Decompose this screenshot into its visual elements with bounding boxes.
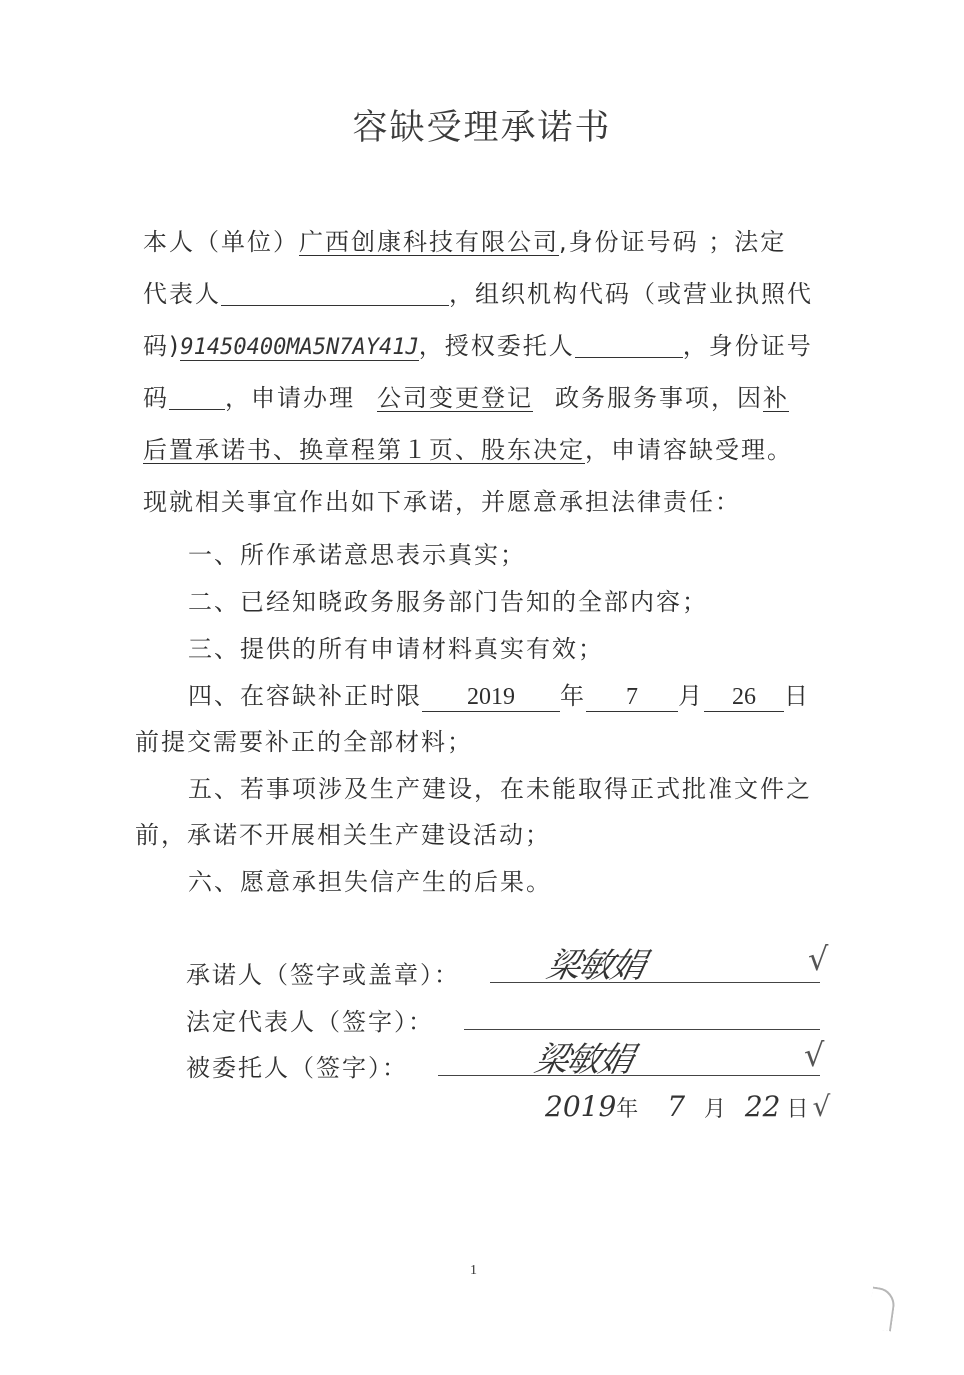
sign-month-label: 月 — [703, 1097, 726, 1122]
reason-suffix: ，申请容缺受理。 — [585, 436, 793, 464]
day-label: 日 — [784, 682, 810, 710]
sign-month: 7 — [667, 1090, 686, 1123]
trustee-signature-label: 被委托人（签字）： — [186, 1054, 408, 1082]
commitment-4 — [188, 676, 810, 712]
commitment-5-line-2: 前，承诺不开展相关生产建设活动； — [135, 821, 551, 849]
reason-text: 后置承诺书、换章程第１页、股东决定 — [143, 436, 585, 464]
sign-day: 22 — [744, 1090, 781, 1123]
trustee-check-icon: √ — [804, 1036, 825, 1074]
intro-prefix: 本人（单位） — [143, 228, 299, 256]
commitment-3: 三、提供的所有申请材料真实有效； — [188, 635, 604, 663]
intro-line-3 — [143, 326, 813, 361]
trustee-blank — [575, 333, 683, 358]
legal-rep-blank — [221, 281, 449, 306]
month-label: 月 — [678, 682, 704, 710]
code-label-2: 码 — [143, 384, 169, 412]
trustee-label: ，授权委托人 — [418, 332, 575, 360]
deadline-month: 7 — [586, 684, 678, 712]
intro-line-4 — [143, 378, 789, 413]
promisor-signature: 梁敏娟 — [543, 946, 648, 986]
promisor-label: 承诺人（签字或盖章）： — [186, 961, 460, 989]
trustee-id-blank — [169, 385, 225, 410]
commitment-1: 一、所作承诺意思表示真实； — [188, 541, 526, 569]
intro-line-2 — [143, 274, 813, 309]
intro-line-1 — [143, 222, 786, 257]
apply-label: ，申请办理 — [225, 384, 355, 412]
handwritten-corner-mark — [867, 1287, 897, 1332]
date-check-icon: √ — [812, 1090, 831, 1123]
intro-line-6: 现就相关事宜作出如下承诺，并愿意承担法律责任： — [143, 488, 741, 516]
promisor-check-icon: √ — [808, 940, 829, 978]
deadline-year: 2019 — [422, 684, 560, 712]
commitment-6: 六、愿意承担失信产生的后果。 — [188, 868, 552, 896]
trustee-signature-line — [438, 1075, 820, 1076]
commitment-2: 二、已经知晓政务服务部门告知的全部内容； — [188, 588, 708, 616]
page-number: 1 — [470, 1263, 477, 1278]
code-label-end: 码) — [143, 332, 181, 360]
sign-year-label: 年 — [616, 1097, 639, 1122]
sign-day-label: 日 — [786, 1097, 809, 1122]
document-title: 容缺受理承诺书 — [352, 108, 612, 148]
trustee-signature: 梁敏娟 — [531, 1040, 636, 1080]
sign-date — [545, 1090, 830, 1123]
commitment-4-prefix: 四、在容缺补正时限 — [188, 682, 422, 710]
legal-rep-label: 代表人 — [143, 280, 221, 308]
commitment-5-line-1: 五、若事项涉及生产建设，在未能取得正式批准文件之 — [188, 775, 812, 803]
year-label: 年 — [560, 682, 586, 710]
sign-year: 2019 — [545, 1090, 617, 1123]
id-number-label: ,身份证号码 ；法定 — [559, 228, 787, 256]
reason-start: 补 — [763, 384, 789, 412]
org-code-label: ，组织机构代码（或营业执照代 — [449, 280, 813, 308]
service-name: 公司变更登记 — [377, 384, 533, 412]
legal-rep-signature-label: 法定代表人（签字）： — [186, 1008, 434, 1036]
service-suffix: 政务服务事项，因 — [555, 384, 763, 412]
org-code-value: 91450400MA5N7AY41J — [180, 335, 419, 360]
intro-line-5 — [143, 430, 793, 465]
trustee-id-label: ，身份证号 — [682, 332, 813, 360]
promisor-signature-line — [490, 982, 820, 983]
commitment-4-continuation: 前提交需要补正的全部材料； — [135, 728, 473, 756]
company-name: 广西创康科技有限公司 — [299, 228, 559, 256]
deadline-day: 26 — [704, 684, 784, 712]
legal-rep-signature-line — [464, 1029, 820, 1030]
